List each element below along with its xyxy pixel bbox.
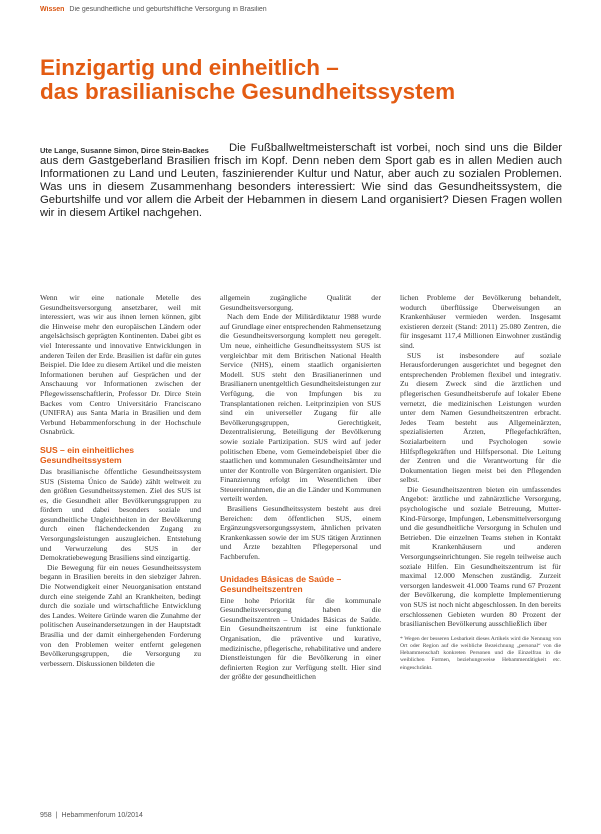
section-heading: Unidades Básicas de Saúde – Gesundheitszentren <box>220 573 342 594</box>
body-paragraph: Brasiliens Gesundheitssystem besteht aus drei Bereichen: dem öffentlichen SUS, einem Ergänzungsversorgungssystem, ähnlichen privaten Krankenkassen sowie der im SUS tätigen Ärztinnen und Ärzte bezahlten Pflegepersonal und Fachberufen. <box>220 504 381 562</box>
body-paragraph: allgemein zugängliche Qualität der Gesundheitsversorgung. <box>220 293 381 312</box>
text-column-1 <box>40 293 201 793</box>
body-paragraph: Wenn wir eine nationale Metelle des Gesundheitsversorgung ansetzbarer, weil mit interessiert, was wir aus ihnen lernen können, gibt die Hinweise mehr den europäischen Ländern oder angelsächsisch geprägten Kontinenten. Dabei gibt es viel Interessante und innovative Entwicklungen in anderen Teilen der Erde. Brasilien ist dafür ein gutes Beispiel. Die Idee zu diesem Artikel und die meisten Informationen beruhen auf Gesprächen und der Anschauung vor Informationen zwischen der Pflegewissenschaftlerin, Professor Dr. Dirce Stein Backes vom Centro Universitário Franciscano (UNIFRA) aus Santa Maria in Brasilien und dem Verbund Hebammenforschung in der Hochschule Osnabrück. <box>40 293 201 437</box>
page-number: 958 <box>40 812 52 819</box>
body-paragraph: Eine hohe Priorität für die kommunale Gesundheitsversorgung haben die Gesundheitszentren – Unidades Básicas de Saúde. Ein Gesundheitszentrum ist eine funktionale Organisation, die präventive und kurative, medizinische, pflegerische, rehabilitative und andere Dienstleistungen für die Bevölkerung in einer definierten Region zur Verfügung stellt. Hier sind der größte der gesundheitlichen <box>220 595 381 682</box>
body-paragraph: Die Gesundheitszentren bieten ein umfassendes Angebot: ärztliche und zahnärztliche Versorgung, psychologische und soziale Betreuung, Mutter-Kind-Fürsorge, Impfungen, Lebensmittelversorgung und die gesundheitliche Versorgung in Schulen und Betrieben. Die einzelnen Teams stehen in Kontakt mit Krankenhäusern und anderen Versorgungseinrichtungen. Sie regeln teilweise auch soziale Hilfen. Ein Gesundheitszentrum ist für maximal 12.000 Menschen zuständig. Zurzeit versorgen landesweit 41.000 Teams rund 67 Prozent der Bevölkerung, die komplette Implementierung von SUS ist noch nicht abgeschlossen. In den bereits erschlossenen Gebieten wurden 80 Prozent der brasilianischen Bevölkerung ausschließlich über <box>400 484 561 629</box>
body-paragraph: lichen Probleme der Bevölkerung behandelt, wodurch überflüssige Überweisungen an Krankenhäuser vermieden werden. Insgesamt existieren derzeit (Stand: 2011) 25.080 Zentren, die für insgesamt 117,4 Millionen Einwohner zuständig sind. <box>400 293 561 350</box>
article-title <box>40 56 560 104</box>
author-byline: Ute Lange, Susanne Simon, Dirce Stein-Backes <box>40 146 209 155</box>
title-line-1: Einzigartig und einheitlich – <box>40 55 339 80</box>
section-heading: SUS – ein einheitliches Gesundheitssystem <box>40 444 135 465</box>
journal-issue: Hebammenforum 10/2014 <box>61 812 143 819</box>
footnote: * Wegen der besseren Lesbarkeit dieses Artikels wird die Nennung von Ort oder Region auf die weibliche Bezeichnung „personal“ von die Hebammenschaft konkreten Personen und die Einzelfrau in die weiblichen Formen, beziehungsweise Hebammentätigkeit etc. eingeschränkt. <box>400 635 561 671</box>
body-paragraph: Das brasilianische öffentliche Gesundheitssystem SUS (Sistema Único de Saúde) zählt weltweit zu den größten Gesundheitssystemen. Ziel des SUS ist es, die Gesundheit aller Bevölkerungsgruppen zu fördern und dabei besonders soziale und gesundheitliche Ungleichheiten in der Bevölkerung durch einen flächendeckenden Zugang zu Versorgungsleistungen auszugleichen. Entstehung und Verwurzelung des SUS in der Demokratiebewegung Brasiliens sind einzigartig. <box>40 466 201 563</box>
title-line-2: das brasilianische Gesundheitssystem <box>40 79 456 104</box>
text-column-3 <box>400 293 561 793</box>
page-footer: 958 | Hebammenforum 10/2014 <box>40 812 143 819</box>
body-paragraph: Nach dem Ende der Militärdiktatur 1988 wurde auf Grundlage einer entsprechenden Rahmensetzung die Gesundheitsversorgung komplett neu geregelt. Um neue, einheitliche Gesundheitssystem SUS ist vergleichbar mit dem Britischen National Health Service (NHS), einem staatlich organisierten Modell. SUS steht den Brasilianerinnen und Brasilianern unentgeltlich Gesundheitsleistungen zur Verfügung, die von Impfungen bis zu Transplantationen reichen. Leitprinzipien von SUS sind ein universeller Zugang für alle Bevölkerungsgruppen, Gerechtigkeit, Dezentralisierung, Beteiligung der Bevölkerung sowie soziale Partizipation. SUS wird auf jeder politischen Ebene, vom Gemeindebeispiel über die staatlichen und kommunalen Gesundheitsämter und unter der Kontrolle von Bürgerräten organisiert. Die Finanzierung erfolgt im Wesentlichen über Steuereinnahmen, die an die Länder und Kommunen verteilt werden. <box>220 312 381 504</box>
lead-paragraph: Die Fußballweltmeisterschaft ist vorbei, noch sind uns die Bilder aus dem Gastgeberland Brasilien frisch im Kopf. Denn neben dem Sport gab es in allen Medien auch Informationen zu Land und Leuten, faszinierender Kultur und Natur, aber auch zu sozialen Problemen. Was uns in diesem Zusammenhang besonders interessiert: Wie sind das Gesundheitssystem, die Geburtshilfe und vor allem die Arbeit der Hebammen in diesem Land organisiert? Diesen Fragen wollen wir in diesem Artikel nachgehen. <box>40 142 562 219</box>
header-subtitle: Die gesundheitliche und geburtshilfliche Versorgung in Brasilien <box>69 6 267 13</box>
text-column-2 <box>220 293 381 793</box>
section-category: Wissen <box>40 6 65 13</box>
body-paragraph: SUS ist insbesondere auf soziale Herausforderungen ausgerichtet und begegnet den entsprechenden Problemen flexibel und integrativ. Zu diesem Zweck sind die ärztlichen und pflegerischen Gesundheitsberufe auf lokaler Ebene vernetzt, die medizinischen Leistungen wurden unter dem Namen Gesundheitszentren erbracht. Jedes Team besteht aus Allgemeinärzten, spezialisierten Ärzten, Pflegefachkräften, Sozialarbeitern und Psychologen sowie Hilfspflegekräften und Hilfspersonal. Die Leitung der Zentren und die Verantwortung für die Dokumentation liegen meist bei den Pflegenden selbst. <box>400 350 561 485</box>
body-paragraph: Die Bewegung für ein neues Gesundheitssystem begann in Brasilien bereits in den siebziger Jahren. Die Notwendigkeit einer Neuorganisation entstand durch eine steigende Zahl an Krankheiten, bedingt durch die soziale und wirtschaftliche Entwicklung des Landes. Weitere Gründe waren die Zunahme der politischen Auseinandersetzungen in der Hauptstadt Brasília und der damit einhergehenden Forderung von den Problemen weiter entfernt gelegenen Bevölkerungsgruppen, die Versorgung zu verbessern. Diskussionen bildeten die <box>40 562 201 668</box>
running-header <box>40 6 560 13</box>
